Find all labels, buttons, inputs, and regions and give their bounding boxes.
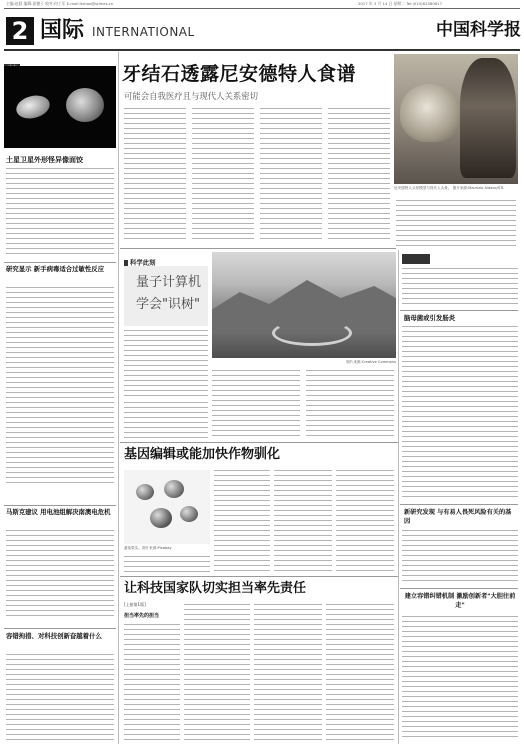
sci-feature-col-1 (124, 402, 208, 438)
right-headline-2: 新研究发现 与有易人畏死风险有关的基因 (404, 509, 512, 525)
section-title-cn: 国际 (40, 18, 85, 43)
tomato-1 (136, 484, 154, 500)
landscape-photo (212, 252, 396, 358)
right-divider-0 (400, 310, 518, 311)
middle-col-1 (124, 556, 210, 572)
sci-feature-title-1: 量子计算机 (136, 275, 202, 290)
bottom-col-3 (254, 604, 322, 740)
left-column-rule (118, 52, 119, 744)
middle-col-2 (214, 470, 270, 572)
tomato-caption: 番茄果实。图片来源:Pixabay (124, 546, 172, 550)
skull-shape (400, 84, 460, 142)
left-divider-1 (4, 262, 116, 263)
main-article-col-2 (192, 108, 254, 242)
left-headline-2: 研究显示 新手病毒适合过敏性反应 (6, 265, 105, 273)
saturn-moon-photo (4, 66, 116, 148)
tomato-3 (150, 508, 172, 528)
left-divider-3 (4, 628, 116, 629)
neanderthal-skull-photo (394, 54, 518, 184)
main-headline: 牙结石透露尼安德特人食谱 (122, 63, 357, 85)
right-divider-2 (400, 588, 518, 589)
sci-feature-col-3 (306, 370, 394, 438)
bottom-top-divider (120, 576, 398, 577)
left-label-dynamics (4, 54, 116, 64)
right-article-3-body (402, 616, 518, 740)
landscape-credit: 图片来源:Creative Commons (346, 360, 396, 364)
right-headline-3: 建立容错纠错机制 激励创新者"大胆往前走" (404, 593, 516, 609)
sci-feature-italic-intro (124, 330, 208, 398)
header-date: 2017 年 3 月 14 日 星期二 Tel:(010)62580617 (357, 1, 442, 6)
left-headline-3: 马斯克建议 用电池组解决南澳电危机 (6, 508, 111, 516)
bottom-col-2 (184, 604, 250, 740)
sci-feature-col-2 (212, 370, 300, 438)
moon-shape-right (66, 88, 104, 122)
main-article-col-3 (260, 108, 322, 242)
sci-feature-kicker: 科学此刻 (124, 252, 204, 264)
right-article-1-body (402, 326, 518, 500)
moon-shape-left (14, 92, 52, 122)
left-article-3-body (6, 530, 114, 620)
header-topline: 主编:赵晨 编辑:邱德子 校对:何工军 E-mail:ltzhao@stimes.cn (6, 1, 114, 6)
bottom-subhead: 担当率先的担当 (124, 613, 160, 619)
river-shape (272, 320, 352, 346)
left-article-4-body (6, 654, 114, 740)
main-article-col-1 (124, 108, 186, 242)
tomato-photo (124, 470, 210, 544)
main-article-col-5 (396, 200, 516, 246)
middle-headline: 基因编辑或能加快作物驯化 (124, 447, 281, 462)
masthead: 中国科学报 (436, 20, 521, 40)
main-article-col-4 (328, 108, 390, 242)
middle-top-divider (120, 442, 398, 443)
bottom-col-1 (124, 624, 180, 740)
right-divider-1 (400, 504, 518, 505)
right-article-0-body (402, 268, 518, 306)
bottom-label: [上接第1版] (124, 602, 146, 607)
tomato-4 (180, 506, 198, 522)
middle-col-3 (274, 470, 332, 572)
main-subheadline: 可能会自我医疗且与现代人关系密切 (124, 91, 258, 101)
header-bottom-rule (4, 49, 520, 51)
page-number-box (6, 17, 34, 45)
person-shape (460, 58, 516, 178)
left-article-1-body (6, 168, 114, 258)
section-title-en: INTERNATIONAL (92, 25, 195, 39)
left-headline-4: 容错拘措、对科技创新奋越着什么 (6, 632, 102, 640)
bottom-headline: 让科技国家队切实担当率先责任 (124, 581, 307, 596)
page-number: 2 (11, 17, 29, 45)
tomato-2 (164, 480, 184, 498)
sci-feature-title-2: 学会"识树" (136, 297, 200, 312)
left-article-2-body (6, 287, 114, 483)
right-headline-1: 脑母菌或引发肠炎 (404, 314, 456, 322)
right-tag-box (402, 254, 430, 264)
middle-col-4 (336, 470, 394, 572)
sci-feature-title-box (124, 266, 208, 326)
main-story-divider (120, 248, 396, 249)
left-divider-2 (4, 505, 116, 506)
skull-photo-caption: 尼安德特人头骨模型与现代人头骨。 图片来源:Maurizio Aldaco/STL (394, 186, 505, 190)
right-column-rule (398, 250, 399, 744)
kicker-bullet-icon (124, 260, 128, 266)
right-article-2-body (402, 530, 518, 584)
header-top-rule (4, 8, 520, 9)
bottom-col-4 (326, 604, 394, 740)
left-headline-1: 土星卫星外形怪异像面饺 (6, 156, 83, 164)
